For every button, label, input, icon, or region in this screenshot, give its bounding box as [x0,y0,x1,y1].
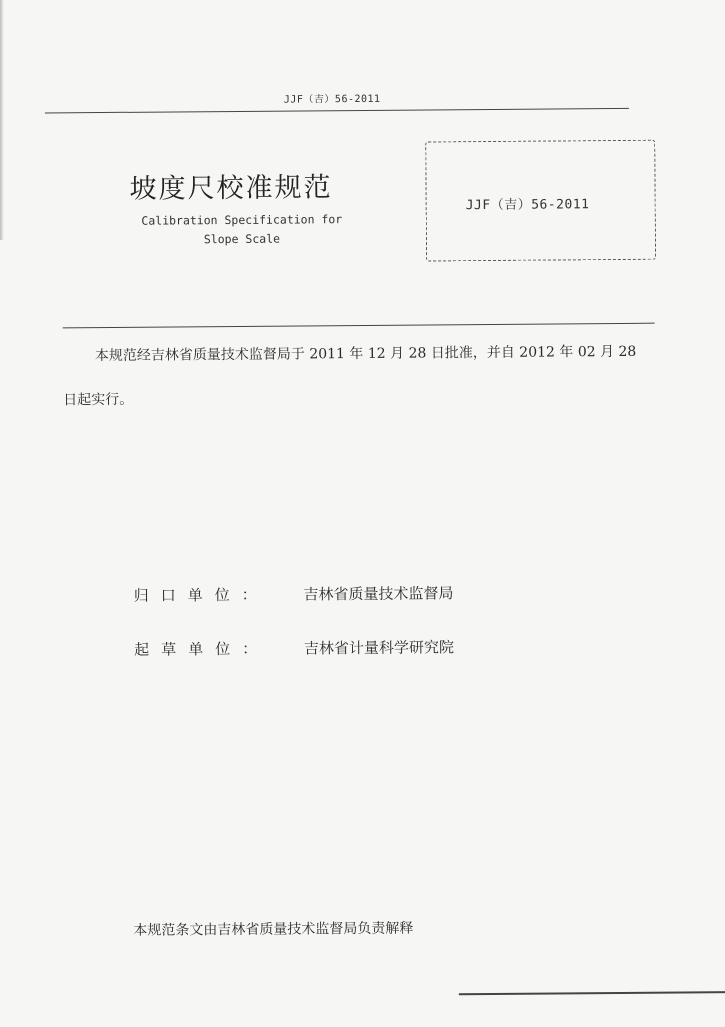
approval-statement: 本规范经吉林省质量技术监督局于 2011 年 12 月 28 日批准，并自 2012 年 02 月 28 日起实行。 [63,343,637,409]
title-en-line-2: Slope Scale [203,231,281,247]
standard-code: JJF（吉）56-2011 [465,197,590,214]
interpretation-note: 本规范条文由吉林省质量技术监督局负责解释 [133,920,414,939]
section-rule [63,323,655,329]
info-label: 归口单位： [133,585,269,605]
header-standard-code: JJF（吉）56-2011 [283,93,381,106]
info-label: 起草单位： [134,639,270,659]
footer-rule [459,991,725,995]
document-title-english [136,210,348,250]
document-title-chinese: 坡度尺校准规范 [129,172,333,205]
info-row-responsible-unit [134,582,454,606]
info-value: 吉林省计量科学研究院 [303,638,455,658]
header-rule [45,108,629,114]
title-en-line-1: Calibration Specification for [141,212,343,228]
info-value: 吉林省质量技术监督局 [303,584,454,604]
info-row-drafting-unit [134,636,454,660]
